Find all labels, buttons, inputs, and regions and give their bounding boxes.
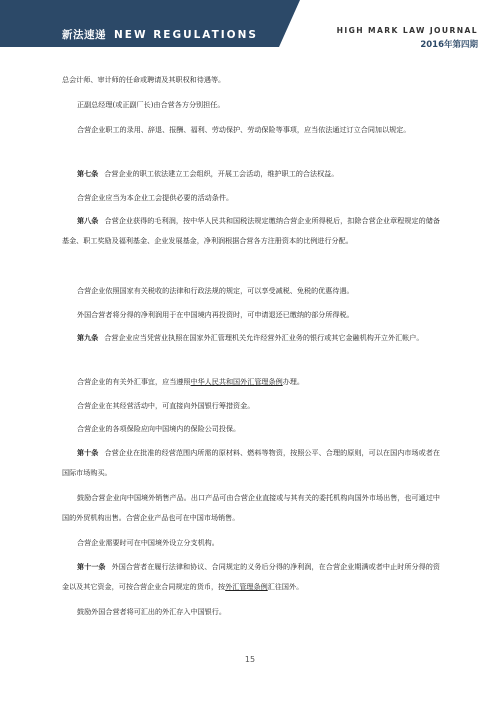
paragraph: 合营企业在其经营活动中，可直接向外国银行筹措资金。 [77,401,255,410]
section-title-en: NEW REGULATIONS [114,29,258,41]
article-number: 第九条 [77,333,99,342]
article-paragraph: 第十一条 外国合营者在履行法律和协议、合同规定的义务后分得的净利润，在合营企业期满或者中止时所分得的资金以及其它资金，可按合营企业合同规定的货币，按外汇管理条例汇往国外。 [62,562,440,591]
section-title-cn: 新法速递 [62,29,106,41]
paragraph: 合营企业职工的录用、辞退、报酬、福利、劳动保护、劳动保险等事项，应当依法通过订立合同加以规定。 [77,125,411,134]
page-number: 15 [244,655,256,664]
paragraph: 合营企业依照国家有关税收的法律和行政法规的规定，可以享受减税、免税的优惠待遇。 [77,286,354,295]
paragraph: 总会计师、审计师的任命或聘请及其职权和待遇等。 [62,75,226,84]
article-number: 第八条 [77,216,99,225]
paragraph: 合营企业应当为本企业工会提供必要的活动条件。 [77,193,234,202]
paragraph: 正副总经理(或正副厂长)由合营各方分别担任。 [77,100,225,109]
paragraph: 外国合营者将分得的净利润用于在中国境内再投资时，可申请退还已缴纳的部分所得税。 [77,310,354,319]
issue-label: 2016年第四期 [420,40,478,50]
paragraph: 合营企业需要时可在中国境外设立分支机构。 [77,538,219,547]
article-number: 第七条 [77,169,99,178]
article-paragraph: 第十条 合营企业在批准的经营范围内所需的原材料、燃料等物资，按照公平、合理的原则，可以在国内市场或者在国际市场购买。 [62,448,440,477]
journal-name: HIGH MARK LAW JOURNAL [336,26,478,35]
paragraph: 鼓励合营企业向中国境外销售产品。出口产品可由合营企业直接或与其有关的委托机构向国外市场出售，也可通过中国的外贸机构出售。合营企业产品也可在中国市场销售。 [62,493,440,522]
paragraph: 合营企业的各项保险应向中国境内的保险公司投保。 [77,424,241,433]
article-paragraph: 第九条 合营企业应当凭营业执照在国家外汇管理机关允许经营外汇业务的银行或其它金融机构开立外汇帐户。 [77,333,424,342]
regulation-link[interactable]: 中华人民共和国外汇管理条例 [190,377,283,386]
article-paragraph: 第八条 合营企业获得的毛利润，按中华人民共和国税法规定缴纳合营企业所得税后，扣除合营企业章程规定的储备基金、职工奖励及福利基金、企业发展基金，净利润根据合营各方注册资本的比例进行分配。 [62,216,440,245]
paragraph: 鼓励外国合营者将可汇出的外汇存入中国银行。 [77,607,226,616]
article-number: 第十条 [77,448,99,457]
section-title [62,27,258,42]
paragraph: 合营企业的有关外汇事宜，应当遵照中华人民共和国外汇管理条例办理。 [77,377,304,386]
article-paragraph: 第七条 合营企业的职工依法建立工会组织，开展工会活动，维护职工的合法权益。 [77,169,339,178]
article-number: 第十一条 [77,562,106,571]
regulation-link[interactable]: 外汇管理条例 [225,582,268,591]
